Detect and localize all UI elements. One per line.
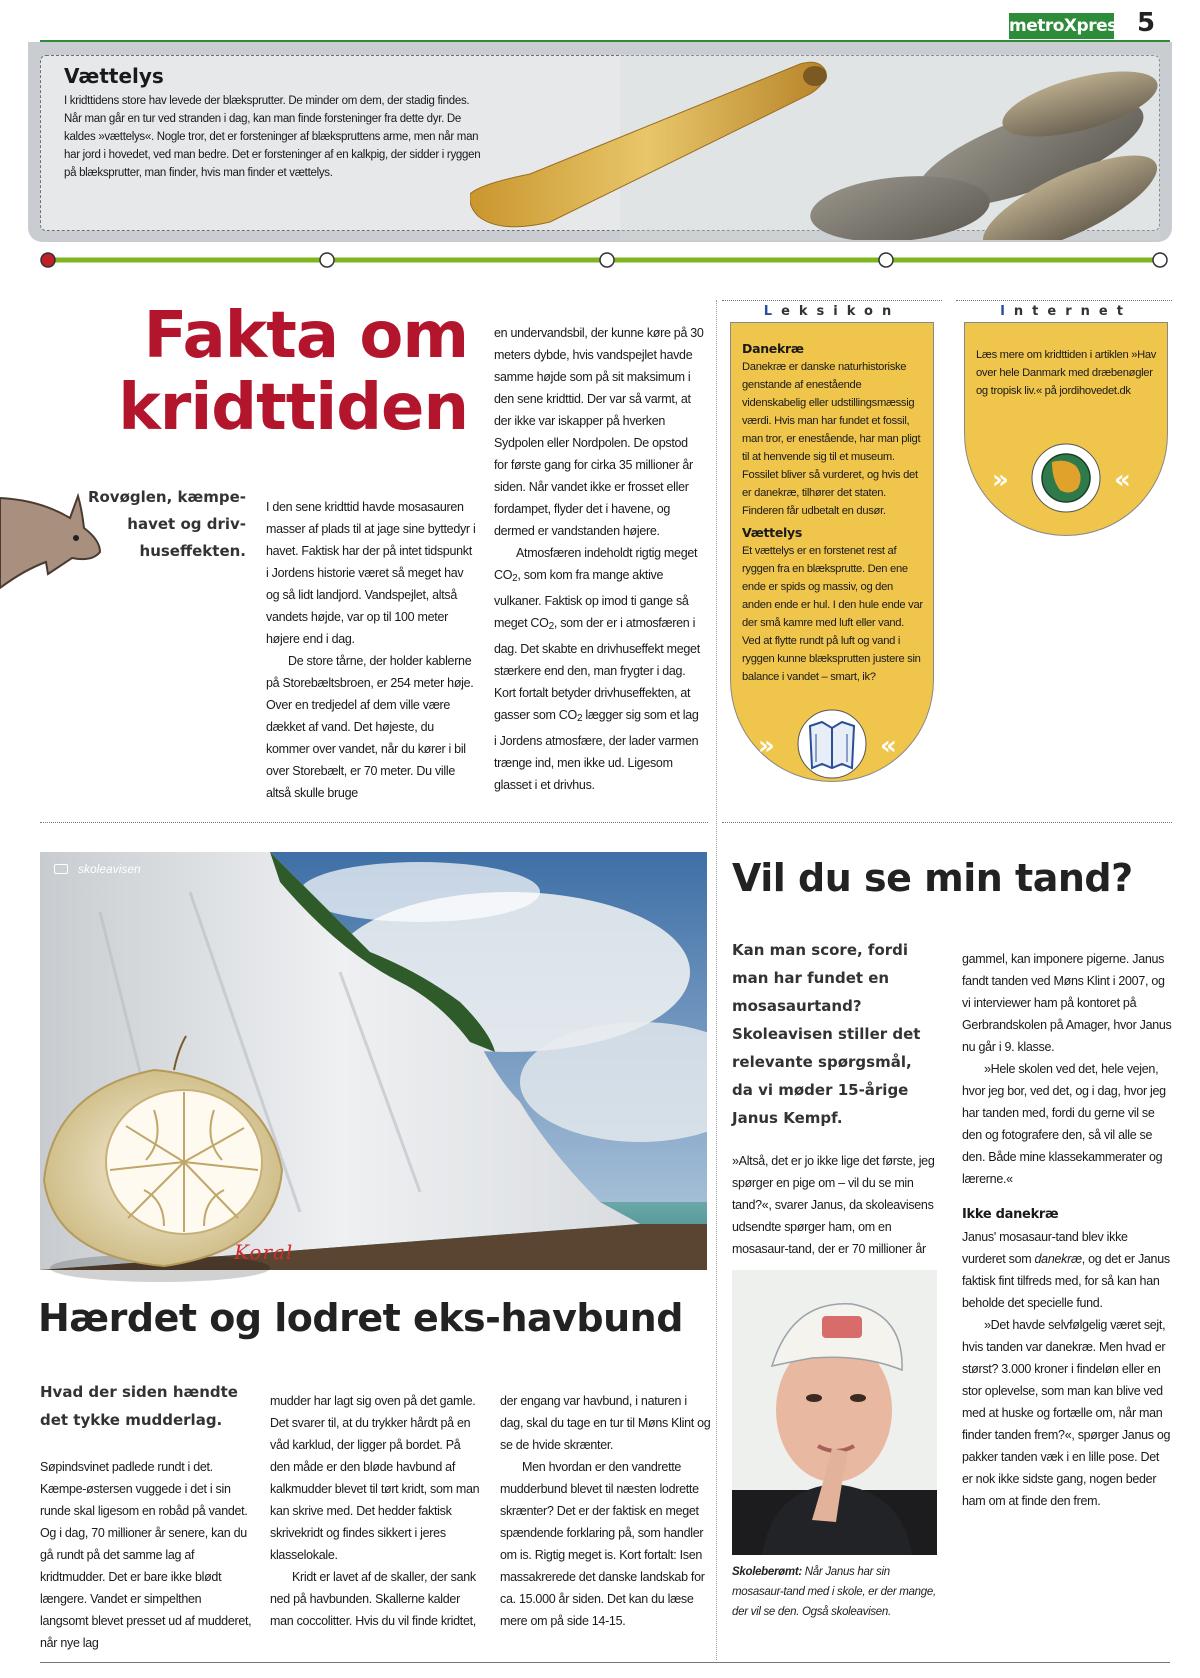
paragraph: Søpindsvinet padlede rundt i det. Kæmpe-østersen vuggede i det i sin runde skal ligesom en robåd på vandet. Og i dag, 70 millioner år senere, kan du gå rundt på det samme lag af kridtmudder. Det er bare ikke blødt længere. Vandet er simpelthen langsomt blevet presset ud af mudderet, når nye lag: [40, 1460, 252, 1650]
column-divider: [716, 300, 717, 1660]
internet-label: [964, 304, 1168, 319]
havbund-column-3: [500, 1390, 712, 1632]
photo-caption: [732, 1562, 937, 1622]
svg-text:»: »: [758, 731, 775, 761]
caption-lead: Skoleberømt:: [732, 1566, 802, 1578]
timeline-dot-icon: [320, 253, 334, 267]
subscript: 2: [576, 713, 583, 724]
book-icon: [752, 702, 912, 782]
photo-credit-text: skoleavisen: [78, 862, 141, 876]
paragraph: gammel, kan imponere pigerne. Janus fandt tanden ved Møns Klint i 2007, og vi interviewer ham på kontoret på Gerbrandskolen på Amager, hvor Janus nu går i 9. klasse.: [962, 952, 1172, 1054]
timeline-bar: [40, 248, 1170, 272]
svg-text:«: «: [1114, 465, 1131, 495]
tand-headline: Vil du se min tand?: [732, 856, 1133, 900]
vaettelys-box-text: I kridttidens store hav levede der blæksprutter. De minder om dem, der stadig findes. Når man går en tur ved stranden i dag, kan man finde forsteninger fra dette dyr. De kaldes »vættelys«. Nogle tror, det er forsteninger af blækspruttens arme, men når man har jord i hovedet, ved man bedre. Det er forsteninger af en kalkpig, der sidder i ryggen på blæksprutter, man finder, hvis man finder et vættelys.: [64, 95, 481, 179]
camera-icon: [54, 864, 68, 874]
text-run: lægger sig som et lag i Jordens atmosfære, der lader varmen trænge ind, men ikke ud. Ligesom glasset i et drivhus.: [494, 708, 699, 792]
havbund-intro: Hvad der siden hændte det tykke mudderlag.: [40, 1383, 238, 1429]
internet-label-rest: nternet: [1013, 304, 1132, 319]
tand-subheading: Ikke danekræ: [962, 1207, 1059, 1222]
fakta-column-1: [266, 496, 476, 804]
paragraph: »Hele skolen ved det, hele vejen, hvor jeg bor, ved det, og i dag, hvor jeg har tanden med, fordi du gerne vil se den og fotografere den, så vil alle se den. Både mine klassekammerater og lærerne.«: [962, 1062, 1166, 1186]
coral-label: Koral: [234, 1240, 294, 1264]
paragraph: Kridt er lavet af de skaller, der sank ned på havbunden. Skallerne kalder man coccolitter. Hvis du vil finde kridtet,: [270, 1570, 476, 1628]
leksikon-term: Danekræ: [742, 341, 804, 356]
text-run: Atmosfæren indeholdt rigtig meget CO: [494, 546, 698, 582]
internet-label-initial: I: [1000, 304, 1014, 319]
subscript: 2: [548, 621, 554, 632]
paragraph: Men hvordan er den vandrette mudderbund blevet til næsten lodrette skrænter? Det er der faktisk en meget spændende forklaring på, som handler om is. Rigtig meget is. Kort fortalt: Isen massakrerede det danske landskab for ca. 15.000 år siden. Det kan du læse mere om på side 14-15.: [500, 1460, 705, 1628]
svg-text:»: »: [992, 465, 1009, 495]
paragraph: I den sene kridttid havde mosasauren masser af plads til at jage sine byttedyr i havet. Faktisk har der på intet tidspunkt i Jordens historie været så meget hav og så lidt landjord. Vandspejlet, altså vandets højde, var op til 100 meter højere end i dag.: [266, 500, 476, 646]
janus-portrait-photo: [732, 1270, 937, 1555]
fakta-column-2: [494, 322, 704, 796]
vaettelys-box-title: Vættelys: [64, 64, 164, 88]
havbund-column-1: [40, 1456, 252, 1654]
section-divider: [722, 822, 1172, 823]
leksikon-definition: Et vættelys er en forstenet rest af ryggen fra en blæksprutte. Den ene ende er spids og massiv, og den anden ende er hul. I den hule ende var der små kamre med luft eller vand. Ved at flytte rundt på luft og vand i ryggen kunne blæksprutten justere sin balance i vandet – smart, ik?: [742, 545, 923, 683]
tand-column-1: [732, 1150, 942, 1260]
tand-column-2: [962, 948, 1172, 1512]
leksikon-body: [742, 336, 924, 686]
havbund-column-2: [270, 1390, 482, 1632]
caption-text: Når Janus har sin mosasaur-tand med i skole, er der mange, der vil se den. Også skoleavisen.: [732, 1566, 936, 1618]
timeline-dot-icon: [1153, 253, 1167, 267]
leksikon-term: Vættelys: [742, 525, 802, 540]
section-divider: [40, 822, 708, 823]
emphasis: danekræ: [1034, 1252, 1082, 1266]
subscript: 2: [512, 573, 518, 584]
paragraph: »Det havde selvfølgelig været sejt, hvis tanden var danekræ. Men hvad er størst? 3.000 kroner i findeløn eller en stor oplevelse, som man kan blive ved med at huske og fortælle om, når man finder tanden frem?«, spørger Janus og pakker tanden væk i en lille pose. Det er nok ikke sidste gang, nogen beder ham om at finde den frem.: [962, 1318, 1171, 1508]
globe-icon: [986, 438, 1146, 518]
paragraph: »Altså, det er jo ikke lige det første, jeg spørger en pige om – vil du se min tand?«, svarer Janus, da skoleavisens udsendte spørger ham, om en mosasaur-tand, der er 70 millioner år: [732, 1154, 935, 1256]
fakta-intro: Rovøglen, kæmpe-havet og driv-huseffekten.: [87, 488, 246, 560]
timeline-dot-icon: [41, 253, 55, 267]
paragraph: De store tårne, der holder kablerne på Storebæltsbroen, er 254 meter høje. Over en tredjedel af dem ville være dækket af vand. Det højeste, du kommer over vandet, når du kører i bil over Storebælt, er 70 meter. Du ville altså skulle bruge: [266, 654, 474, 800]
bottom-rule: [40, 1662, 1170, 1663]
timeline-dot-icon: [600, 253, 614, 267]
section-divider: [722, 300, 942, 301]
text-run: , som kom fra mange aktive vulkaner. Faktisk op imod ti gange så meget CO: [494, 568, 689, 630]
leksikon-definition: Danekræ er danske naturhistoriske genstande af enestående videnskabelig eller udstillingsmæssig værdi. Hvis man har fundet et fossil, man tror, er enestående, har man pligt til at henvende sig til et museum. Fossilet bliver så vurderet, og hvis det er danekræ, tilhører det staten. Finderen får udbetalt en dusør.: [742, 361, 921, 517]
paragraph: [962, 1226, 1172, 1314]
paragraph: der engang var havbund, i naturen i dag, skal du tage en tur til Møns Klint og se de hvide skrænter.: [500, 1394, 711, 1452]
paragraph: en undervandsbil, der kunne køre på 30 meters dybde, hvis vandspejlet havde samme højde som på sit maksimum i den sene kridttid. Der var så varmt, at der ikke var iskapper på hverken Sydpolen eller Nordpolen. De opstod for første gang for cirka 35 millioner år siden. Når vandet ikke er frosset eller fordampet, flyder det i havene, og dermed er vandstanden højere.: [494, 326, 704, 538]
internet-text: Læs mere om kridttiden i artiklen »Hav over hele Danmark med dræbenøgler og tropisk liv.« på jordihovedet.dk: [976, 349, 1157, 397]
havbund-headline: Hærdet og lodret eks-havbund: [38, 1296, 683, 1340]
paragraph: mudder har lagt sig oven på det gamle. Det svarer til, at du trykker hårdt på en våd karklud, der ligger på bordet. På den måde er den bløde havbund af kalkmudder blevet til tørt kridt, som man kan skrive med. Det hedder faktisk skrivekridt og findes sikkert i jeres klasselokale.: [270, 1394, 480, 1562]
fakta-headline-line1: Fakta om: [143, 299, 468, 373]
page-number: 5: [1137, 8, 1156, 38]
text-run: , og det er Janus faktisk fint tilfreds med, for så kan han beholde det specielle fund.: [962, 1252, 1170, 1310]
paragraph: [494, 542, 704, 796]
vaettelys-fossil-image: [470, 44, 1160, 240]
fakta-headline: [108, 300, 468, 444]
photo-credit: [54, 862, 141, 876]
text-run: Janus' mosasaur-tand blev ikke vurderet som: [962, 1230, 1128, 1266]
leksikon-label-initial: L: [763, 304, 782, 319]
svg-text:«: «: [880, 731, 897, 761]
metroxpress-logo: metroXpress: [1009, 13, 1114, 39]
leksikon-label: [730, 304, 934, 319]
fakta-headline-line2: kridttiden: [118, 371, 468, 445]
leksikon-label-rest: eksikon: [781, 304, 901, 319]
tand-intro: Kan man score, fordi man har fundet en mosasaurtand? Skoleavisen stiller det relevante spørgsmål, da vi møder 15-årige Janus Kempf.: [732, 941, 921, 1127]
timeline-dot-icon: [879, 253, 893, 267]
section-divider: [956, 300, 1172, 301]
text-run: , som der er i atmosfæren i dag. Det skabte en drivhuseffekt meget stærkere end den, man frygter i dag. Kort fortalt betyder drivhuseffekten, at gasser som CO: [494, 616, 700, 722]
